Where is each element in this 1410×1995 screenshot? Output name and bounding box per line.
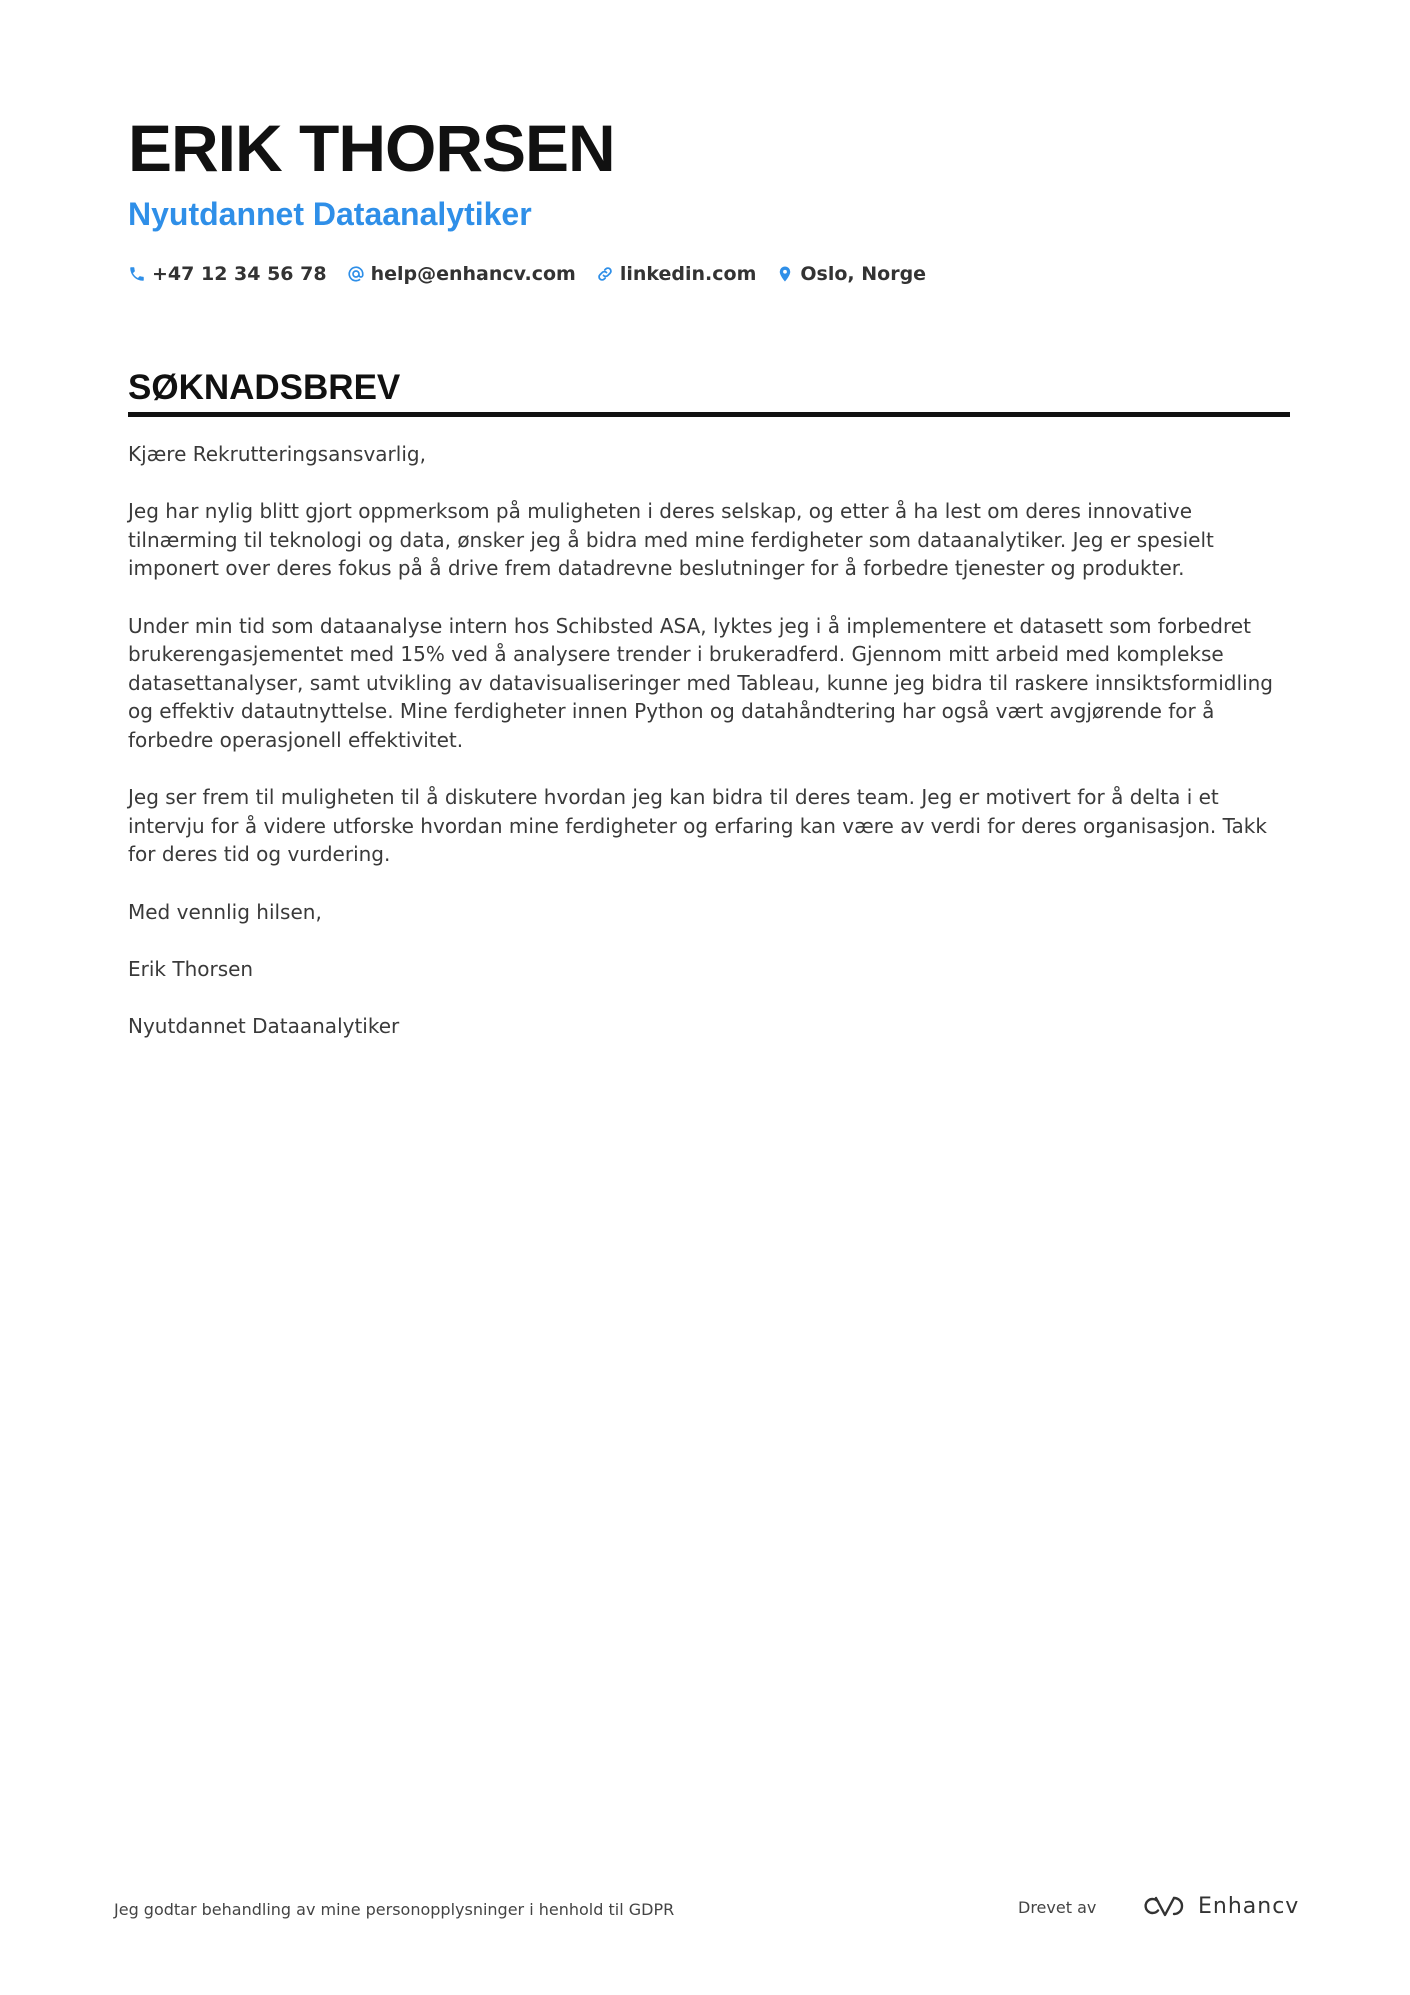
contact-location (776, 263, 926, 285)
letter-paragraph: Jeg har nylig blitt gjort oppmerksom på muligheten i deres selskap, og etter å ha lest om deres innovative tilnærming til teknologi og data, ønsker jeg å bidra med mine ferdigheter som dataanalytiker. Jeg er spesielt imponert over deres fokus på å drive frem datadrevne beslutninger for å forbedre tjenester og produkter. (128, 499, 1214, 581)
enhancv-brand[interactable] (1138, 1892, 1299, 1920)
candidate-name: ERIK THORSEN (128, 111, 615, 185)
section-title: SØKNADSBREV (128, 368, 401, 407)
linkedin-link[interactable]: linkedin.com (619, 263, 757, 285)
letter-section-header (128, 366, 1290, 417)
enhancv-logo-icon (1138, 1892, 1186, 1920)
signature-title: Nyutdannet Dataanalytiker (128, 1013, 400, 1038)
section-divider (128, 412, 1290, 417)
phone-number: +47 12 34 56 78 (152, 263, 327, 285)
letter-greeting: Kjære Rekrutteringsansvarlig, (128, 442, 426, 466)
header (128, 108, 1288, 290)
contact-bar (128, 258, 1288, 290)
link-icon (596, 265, 614, 283)
candidate-title: Nyutdannet Dataanalytiker (128, 196, 532, 232)
email-address[interactable]: help@enhancv.com (370, 263, 576, 285)
contact-phone (128, 263, 327, 285)
letter-paragraph: Jeg ser frem til muligheten til å diskutere hvordan jeg kan bidra til deres team. Jeg er motivert for å delta i et intervju for å videre utforske hvordan mine ferdigheter og erfaring kan være av verdi for deres organisasjon. Takk for deres tid og vurdering. (128, 785, 1267, 867)
contact-email[interactable] (347, 263, 576, 285)
location-pin-icon (776, 265, 794, 283)
at-icon (347, 265, 365, 283)
letter-paragraph: Under min tid som dataanalyse intern hos Schibsted ASA, lyktes jeg i å implementere et datasett som forbedret brukerengasjementet med 15% ved å analysere trender i brukeradferd. Gjennom mitt arbeid med komplekse datasettanalyser, samt utvikling av datavisualiseringer med Tableau, kunne jeg bidra til raskere innsiktsformidling og effektiv datautnyttelse. Mine ferdigheter innen Python og datahåndtering har også vært avgjørende for å forbedre operasjonell effektivitet. (128, 613, 1273, 752)
location-text: Oslo, Norge (800, 263, 927, 285)
phone-icon (128, 265, 146, 283)
letter-closing: Med vennlig hilsen, (128, 899, 322, 924)
gdpr-note: Jeg godtar behandling av mine personopplysninger i henhold til GDPR (114, 1900, 675, 1919)
letter-body (128, 440, 1290, 1069)
footer (114, 1890, 1300, 1930)
signature-name: Erik Thorsen (128, 956, 254, 981)
brand-name: Enhancv (1198, 1893, 1300, 1919)
powered-by-label: Drevet av (1018, 1898, 1097, 1917)
contact-linkedin[interactable] (596, 263, 757, 285)
